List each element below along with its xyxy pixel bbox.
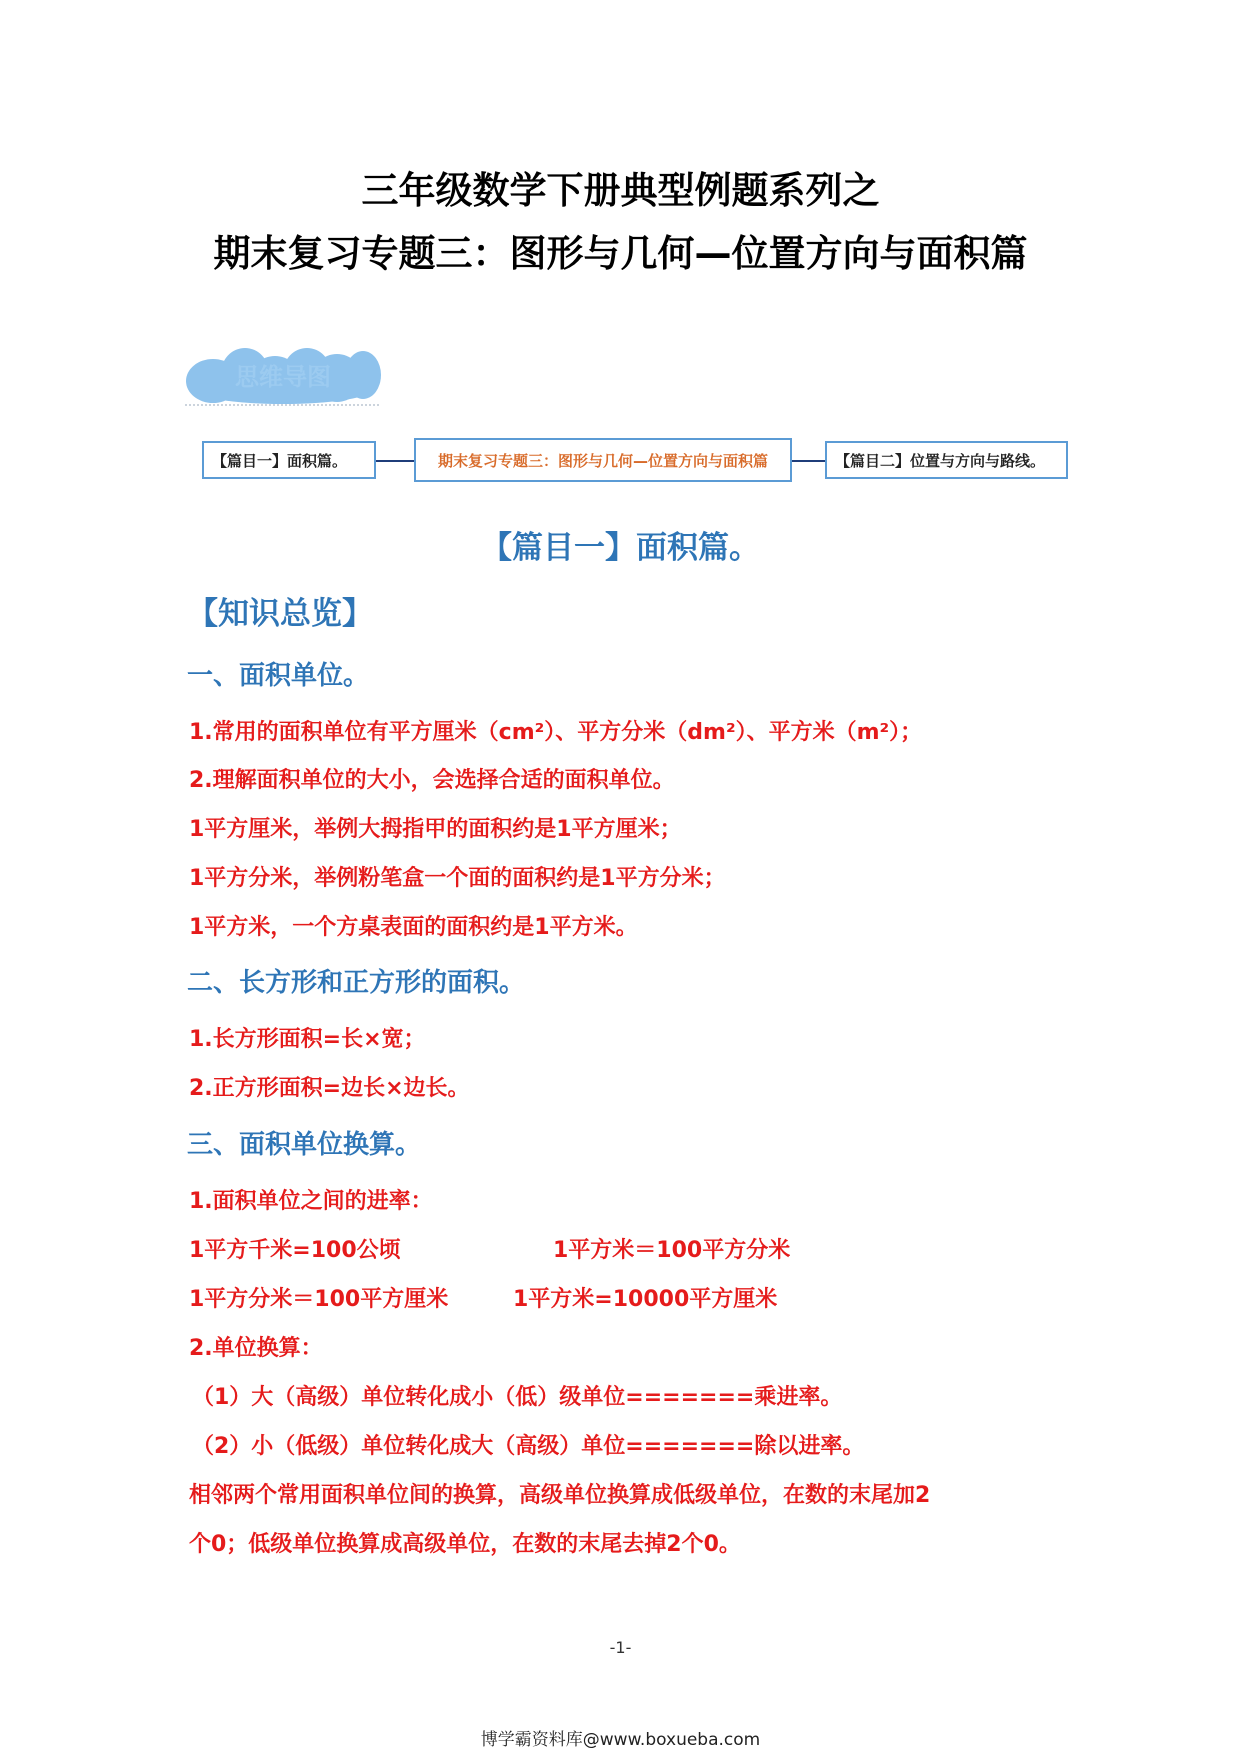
svg-text:思维导图: 思维导图 <box>235 363 331 391</box>
rate-row2-left: 1平方分米＝100平方厘米 <box>189 1287 449 1312</box>
units-heading: 一、面积单位。 <box>187 661 370 691</box>
area-item: 1.长方形面积=长×宽； <box>189 1027 426 1052</box>
units-item: 1平方米，一个方桌表面的面积约是1平方米。 <box>189 915 638 940</box>
rate-label: 1.面积单位之间的进率： <box>189 1189 433 1214</box>
units-item: 1.常用的面积单位有平方厘米（cm²）、平方分米（dm²）、平方米（m²）； <box>189 720 923 745</box>
area-item: 2.正方形面积=边长×边长。 <box>189 1076 470 1101</box>
rate-row1-left: 1平方千米=100公顷 <box>189 1238 401 1263</box>
rule-1: （1）大（高级）单位转化成小（低）级单位=======乘进率。 <box>192 1385 843 1410</box>
mindmap-connector-right <box>792 460 825 462</box>
document-title-line1: 三年级数学下册典型例题系列之 <box>361 169 880 212</box>
rate-row1-right: 1平方米＝100平方分米 <box>553 1238 791 1263</box>
cloud-icon <box>183 345 383 407</box>
mindmap-connector-left <box>376 460 414 462</box>
rule-2: （2）小（低级）单位转化成大（高级）单位=======除以进率。 <box>192 1434 865 1459</box>
rate-row2-right: 1平方米=10000平方厘米 <box>513 1287 778 1312</box>
document-title-line2: 期末复习专题三：图形与几何—位置方向与面积篇 <box>213 232 1028 275</box>
mindmap-logo <box>183 345 383 407</box>
units-item: 2.理解面积单位的大小，会选择合适的面积单位。 <box>189 768 675 793</box>
mindmap-node-position: 【篇目二】位置与方向与路线。 <box>825 441 1068 479</box>
overview-title: 【知识总览】 <box>187 596 373 632</box>
mindmap-node-area: 【篇目一】面积篇。 <box>202 441 376 479</box>
conversion-heading: 三、面积单位换算。 <box>187 1130 422 1160</box>
note-line-1: 相邻两个常用面积单位间的换算，高级单位换算成低级单位，在数的末尾加2 <box>189 1483 931 1508</box>
units-item: 1平方厘米，举例大拇指甲的面积约是1平方厘米； <box>189 817 682 842</box>
page-number: -1- <box>609 1638 632 1657</box>
area-heading: 二、长方形和正方形的面积。 <box>187 968 526 998</box>
footer-watermark: 博学霸资料库@www.boxueba.com <box>480 1730 761 1750</box>
convert-label: 2.单位换算： <box>189 1336 323 1361</box>
note-line-2: 个0；低级单位换算成高级单位，在数的末尾去掉2个0。 <box>189 1532 741 1557</box>
units-item: 1平方分米，举例粉笔盒一个面的面积约是1平方分米； <box>189 866 726 891</box>
section-title: 【篇目一】面积篇。 <box>481 530 760 566</box>
mindmap-node-center: 期末复习专题三：图形与几何—位置方向与面积篇 <box>414 438 792 482</box>
